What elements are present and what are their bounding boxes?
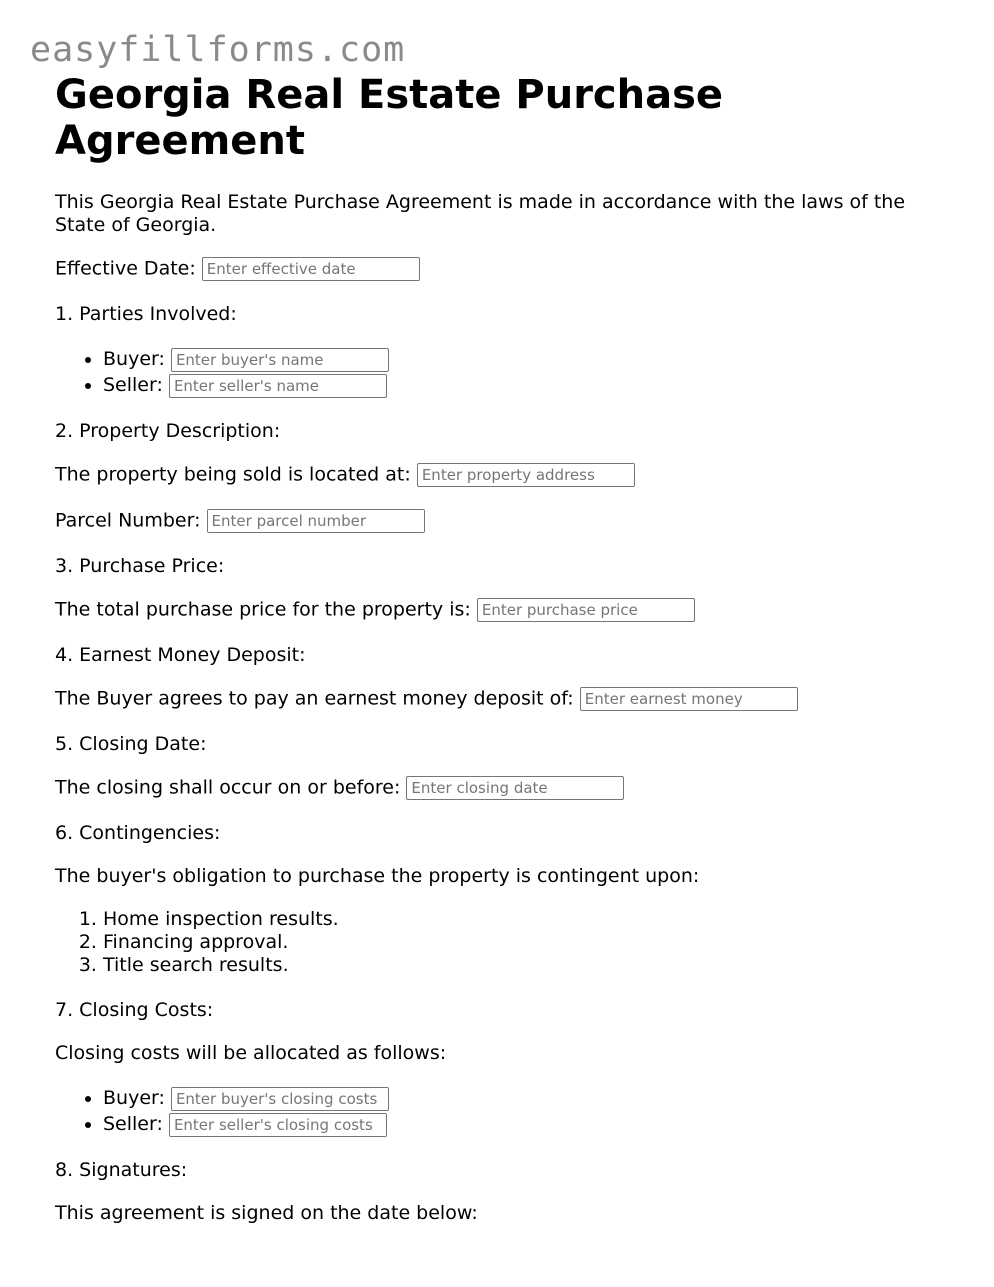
page-title: Georgia Real Estate Purchase Agreement [55,72,724,164]
earnest-money-row [55,687,945,711]
closing-costs-list [55,1085,945,1137]
document [55,72,945,1225]
intro-text: This Georgia Real Estate Purchase Agreement is made in accordance with the laws of the State of Georgia. [55,191,906,236]
list-item [103,346,945,372]
list-item: 2. Financing approval. [103,931,945,954]
purchase-price-heading: 3. Purchase Price: [55,555,225,577]
contingencies-list [55,908,945,977]
list-item: 3. Title search results. [103,954,945,977]
closing-costs-text: Closing costs will be allocated as follows: [55,1042,447,1064]
parcel-number-input[interactable] [207,509,425,533]
seller-closing-costs-input[interactable] [169,1113,387,1137]
closing-date-input[interactable] [406,776,624,800]
effective-date-row [55,257,945,281]
buyer-costs-label: Buyer: [103,1087,165,1109]
closing-costs-heading: 7. Closing Costs: [55,999,214,1021]
parcel-number-row [55,509,945,533]
contingencies-text: The buyer's obligation to purchase the property is contingent upon: [55,865,700,887]
buyer-label: Buyer: [103,348,165,370]
purchase-price-label: The total purchase price for the property is: [55,598,471,621]
closing-date-row [55,776,945,800]
parcel-number-label: Parcel Number: [55,509,201,532]
purchase-price-row [55,598,945,622]
list-item [103,1111,945,1137]
earnest-money-heading: 4. Earnest Money Deposit: [55,644,306,666]
buyer-closing-costs-input[interactable] [171,1087,389,1111]
earnest-money-input[interactable] [580,687,798,711]
list-item [103,1085,945,1111]
property-heading: 2. Property Description: [55,420,281,442]
seller-label: Seller: [103,374,163,396]
effective-date-input[interactable] [202,257,420,281]
seller-name-input[interactable] [169,374,387,398]
list-item [103,372,945,398]
contingencies-heading: 6. Contingencies: [55,822,221,844]
closing-date-label: The closing shall occur on or before: [55,776,401,799]
signatures-heading: 8. Signatures: [55,1159,188,1181]
watermark: easyfillforms.com [30,30,406,70]
property-address-input[interactable] [417,463,635,487]
signatures-text: This agreement is signed on the date below: [55,1202,478,1224]
parties-heading: 1. Parties Involved: [55,303,237,325]
purchase-price-input[interactable] [477,598,695,622]
closing-date-heading: 5. Closing Date: [55,733,207,755]
buyer-name-input[interactable] [171,348,389,372]
effective-date-label: Effective Date: [55,257,196,280]
property-address-row [55,463,945,487]
parties-list [55,346,945,398]
list-item: 1. Home inspection results. [103,908,945,931]
property-address-label: The property being sold is located at: [55,463,411,486]
seller-costs-label: Seller: [103,1113,163,1135]
earnest-money-label: The Buyer agrees to pay an earnest money deposit of: [55,687,574,710]
